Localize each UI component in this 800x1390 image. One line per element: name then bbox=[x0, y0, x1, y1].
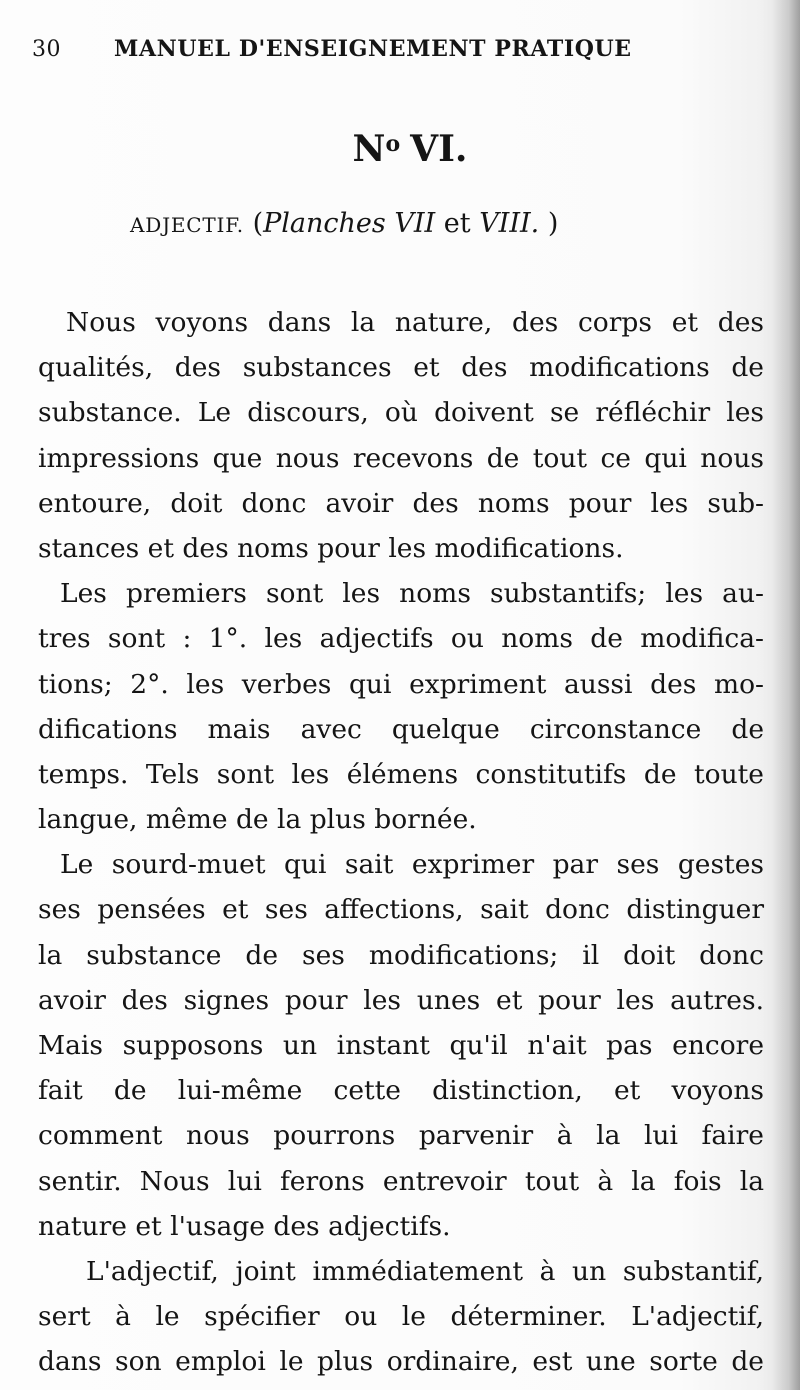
heading-plates-second: VIII. bbox=[479, 208, 540, 239]
heading-close-paren: ) bbox=[547, 208, 559, 239]
section-heading bbox=[130, 208, 558, 239]
section-number bbox=[0, 128, 800, 170]
body-text bbox=[38, 300, 764, 1385]
section-number-prefix: N bbox=[352, 128, 386, 170]
body-line: Mais supposons un instant qu'il n'ait pas encore bbox=[38, 1030, 764, 1061]
body-line: langue, même de la plus bornée. bbox=[38, 804, 477, 836]
body-line: temps. Tels sont les élémens constitutifs de toute bbox=[38, 758, 764, 790]
body-line: nature et l'usage des adjectifs. bbox=[38, 1210, 451, 1242]
body-line: sentir. Nous lui ferons entrevoir tout à la fois la bbox=[38, 1165, 764, 1197]
section-number-ordinal: o bbox=[385, 131, 401, 157]
body-line: qualités, des substances et des modifications de bbox=[38, 352, 764, 384]
heading-plates: Planches VII bbox=[263, 208, 436, 239]
body-line: ses pensées et ses affections, sait donc distinguer bbox=[38, 894, 764, 926]
body-line: entoure, doit donc avoir des noms pour les sub- bbox=[38, 487, 764, 519]
running-title: MANUEL D'ENSEIGNEMENT PRATIQUE bbox=[114, 36, 632, 62]
heading-label: ADJECTIF. bbox=[130, 213, 244, 237]
body-line: Le sourd-muet qui sait exprimer par ses gestes bbox=[60, 849, 764, 881]
section-number-value: VI. bbox=[410, 128, 468, 170]
page-number: 30 bbox=[32, 37, 61, 62]
body-line: avoir des signes pour les unes et pour les autres. bbox=[38, 984, 764, 1016]
heading-and: et bbox=[443, 208, 471, 239]
body-line: Les premiers sont les noms substantifs; les au- bbox=[60, 578, 764, 610]
body-line: tions; 2°. les verbes qui expriment aussi des mo- bbox=[38, 668, 764, 700]
body-line: tres sont : 1°. les adjectifs ou noms de modifica- bbox=[38, 623, 764, 655]
body-line: Nous voyons dans la nature, des corps et des bbox=[66, 307, 764, 338]
body-line: substance. Le discours, où doivent se réfléchir les bbox=[38, 397, 764, 429]
page-edge-shadow bbox=[772, 0, 800, 1390]
page-header bbox=[32, 36, 632, 62]
heading-open-paren: ( bbox=[252, 208, 264, 239]
body-line: la substance de ses modifications; il doit donc bbox=[38, 939, 764, 971]
body-line: difications mais avec quelque circonstance de bbox=[38, 713, 764, 745]
body-line: stances et des noms pour les modifications. bbox=[38, 532, 624, 564]
body-line: dans son emploi le plus ordinaire, est une sorte de bbox=[38, 1346, 764, 1378]
body-line: fait de lui-même cette distinction, et voyons bbox=[38, 1075, 764, 1107]
body-line: sert à le spécifier ou le déterminer. L'adjectif, bbox=[38, 1301, 764, 1333]
body-line: impressions que nous recevons de tout ce qui nous bbox=[38, 442, 764, 474]
body-line: comment nous pourrons parvenir à la lui faire bbox=[38, 1120, 764, 1152]
body-line: L'adjectif, joint immédiatement à un substantif, bbox=[86, 1255, 764, 1287]
